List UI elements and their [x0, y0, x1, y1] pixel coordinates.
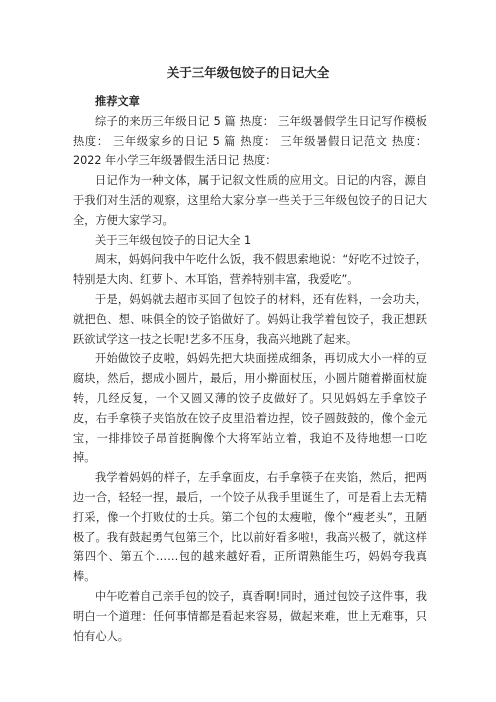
body-paragraph-1: 周末，妈妈问我中午吃什么饭，我不假思索地说：“好吃不过饺子，特别是大肉、红萝卜、木耳馅，营养特别丰富，我爱吃”。 — [73, 253, 427, 287]
body-paragraph-4: 我学着妈妈的样子，左手拿面皮，右手拿筷子在夹馅，然后，把两边一合，轻轻一捏，最后，一个饺子从我手里诞生了，可是看上去无精打采，像一个打败仗的士兵。第二个包的太瘦啦，像个“瘦老头”，丑陋极了。我有鼓起勇气包第三个，比以前好看多啦!，我高兴极了，就这样第四个、第五个……包的越来越好看，正所谓熟能生巧，妈妈夸我真棒。 — [73, 471, 427, 584]
body-paragraph-2: 于是，妈妈就去超市买回了包饺子的材料，还有佐料，一会功夫，就把色、想、味俱全的饺子馅做好了。妈妈让我学着包饺子，我正想跃跃欲试学这一技之长呢!艺多不压身，我高兴地跳了起来。 — [73, 292, 427, 346]
document-title: 关于三年级包饺子的日记大全 — [166, 65, 330, 80]
recommended-tags: 综子的来历三年级日记 5 篇 热度： 三年级暑假学生日记写作模板 热度： 三年级家乡的日记 5 篇 热度： 三年级暑假日记范文 热度： 2022 年小学三年级暑假生活日记 热度： — [73, 114, 427, 168]
section-heading: 关于三年级包饺子的日记大全 1 — [95, 233, 252, 247]
body-paragraph-5: 中午吃着自己亲手包的饺子，真香啊!同时，通过包饺子这件事，我明白一个道理：任何事情都是看起来容易，做起来难，世上无难事，只怕有心人。 — [73, 589, 427, 643]
intro-paragraph: 日记作为一种文体，属于记叙文性质的应用文。日记的内容，源自于我们对生活的观察，这里给大家分享一些关于三年级包饺子的日记大全，方便大家学习。 — [73, 174, 427, 227]
document-body — [73, 92, 427, 646]
recommended-heading: 推荐文章 — [95, 95, 140, 108]
body-paragraph-3: 开始做饺子皮啦，妈妈先把大块面搓成细条，再切成大小一样的豆腐块，然后，摁成小圆片，最后，用小擀面杖压，小圆片随着擀面杖旋转，几经反复，一个又圆又薄的饺子皮做好了。只见妈妈左手拿饺子皮，右手拿筷子夹馅放在饺子皮里沿着边捏，饺子圆鼓鼓的，像个金元宝，一排排饺子昂首挺胸像个大将军站立着，我迫不及待地想一口吃掉。 — [73, 352, 427, 465]
